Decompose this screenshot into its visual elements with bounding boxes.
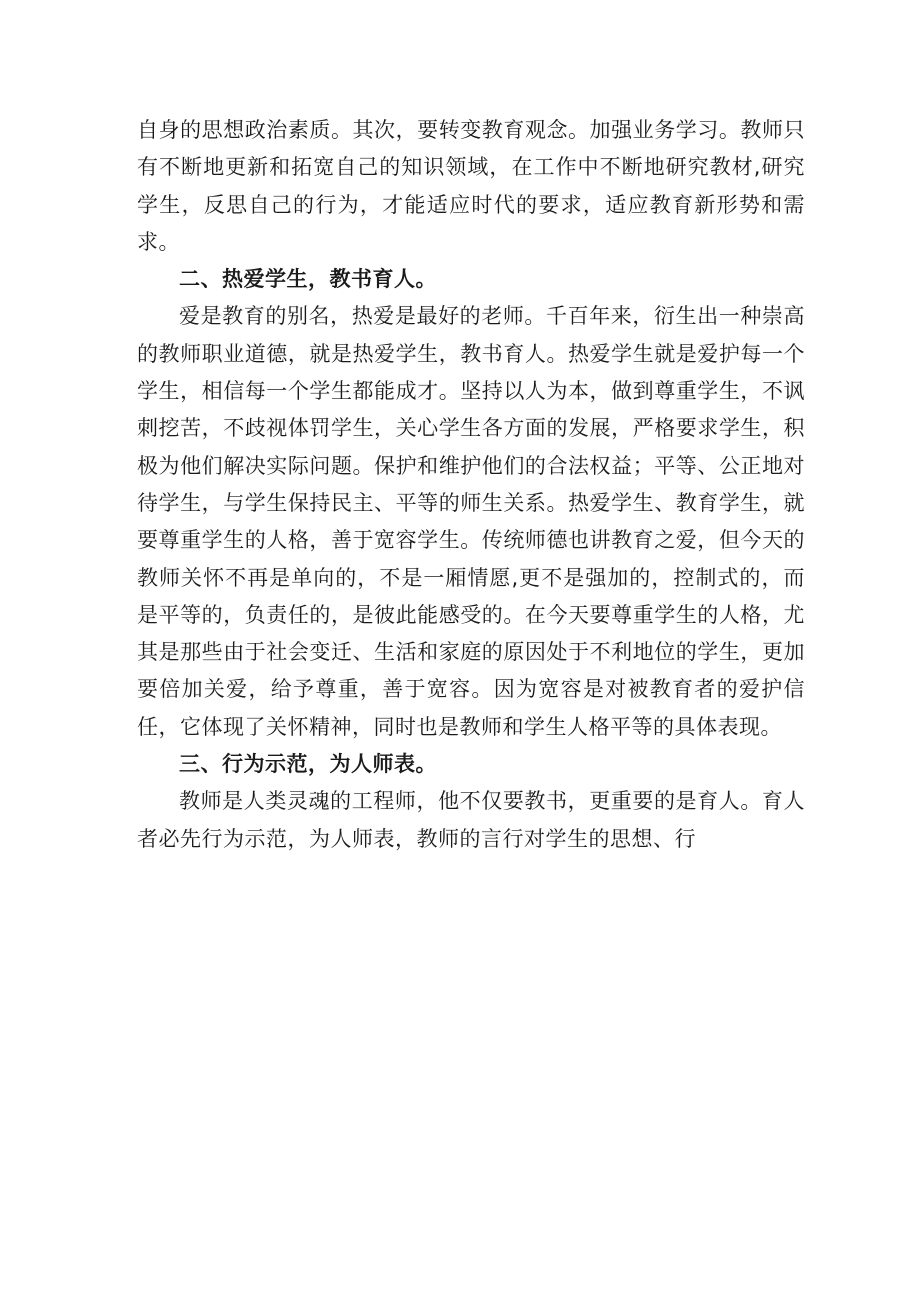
paragraph-continued: 自身的思想政治素质。其次，要转变教育观念。加强业务学习。教师只有不断地更新和拓宽自己的知识领域，在工作中不断地研究教材,研究学生，反思自己的行为，才能适应时代的要求，适应教育新形势和需求。 bbox=[137, 118, 805, 254]
document-body bbox=[137, 112, 805, 858]
section-heading-3: 三、行为示范，为人师表。 bbox=[179, 752, 437, 777]
paragraph: 教师是人类灵魂的工程师，他不仅要教书，更重要的是育人。育人者必先行为示范，为人师表，教师的言行对学生的思想、行 bbox=[137, 789, 805, 851]
paragraph: 爱是教育的别名，热爱是最好的老师。千百年来，衍生出一种崇高的教师职业道德，就是热爱学生，教书育人。热爱学生就是爱护每一个学生，相信每一个学生都能成才。坚持以人为本，做到尊重学生，不讽刺挖苦，不歧视体罚学生，关心学生各方面的发展，严格要求学生，积极为他们解决实际问题。保护和维护他们的合法权益；平等、公正地对待学生，与学生保持民主、平等的师生关系。热爱学生、教育学生，就要尊重学生的人格，善于宽容学生。传统师德也讲教育之爱，但今天的教师关怀不再是单向的，不是一厢情愿,更不是强加的，控制式的，而是平等的，负责任的，是彼此能感受的。在今天要尊重学生的人格，尤其是那些由于社会变迁、生活和家庭的原因处于不利地位的学生，更加要倍加关爱，给予尊重，善于宽容。因为宽容是对被教育者的爱护信任，它体现了关怀精神，同时也是教师和学生人格平等的具体表现。 bbox=[137, 304, 805, 739]
section-heading-2: 二、热爱学生，教书育人。 bbox=[179, 267, 437, 292]
